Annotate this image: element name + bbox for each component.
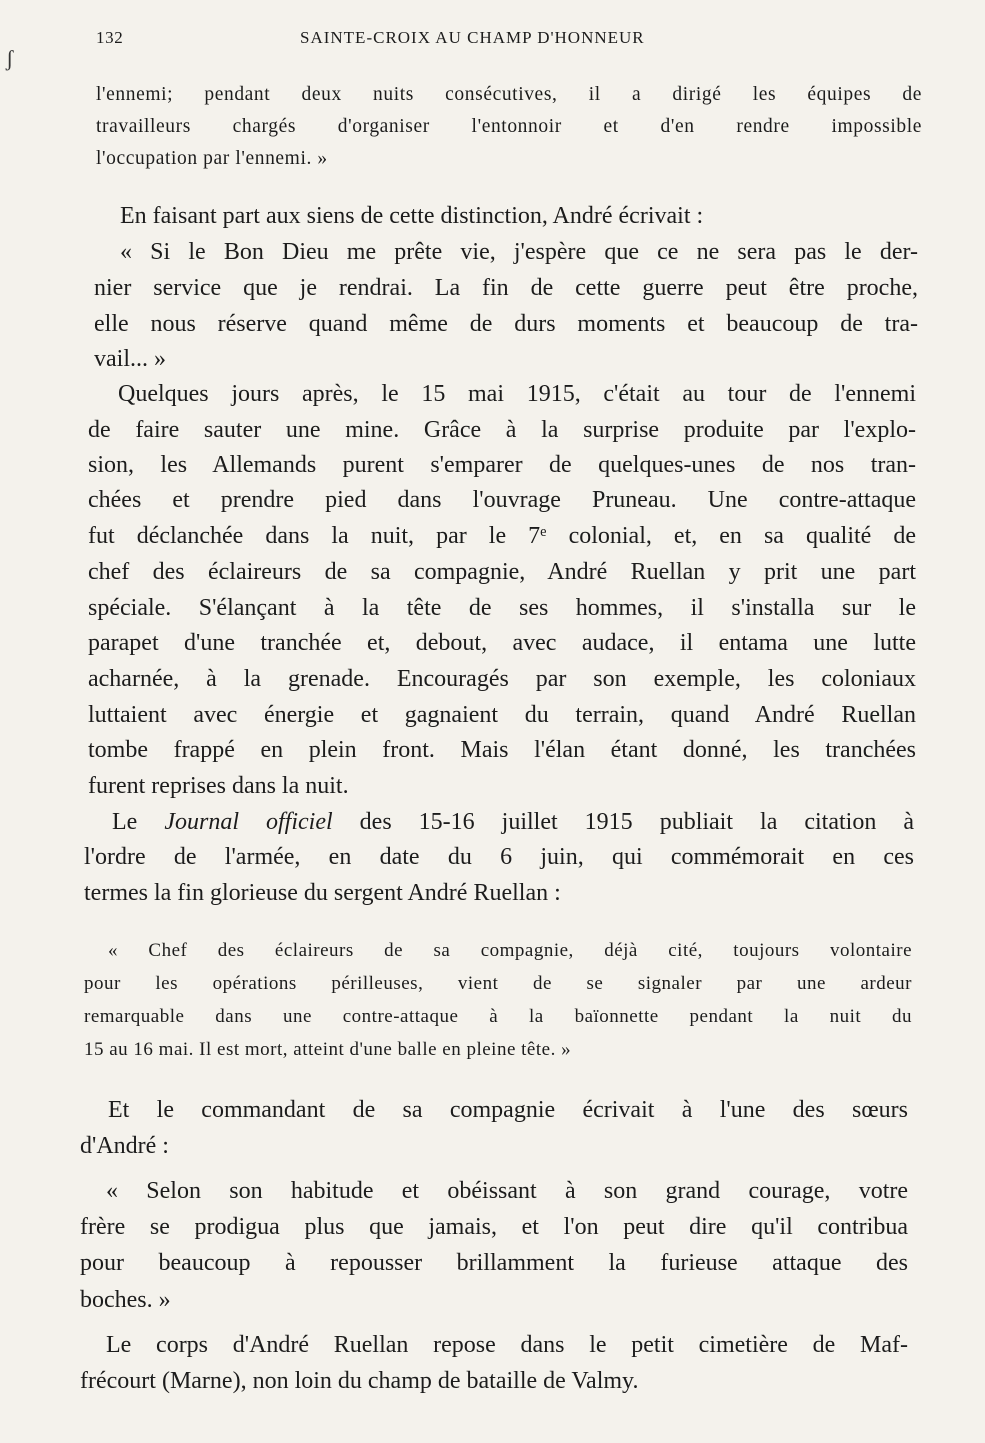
text-line: « Si le Bon Dieu me prête vie, j'espère que ce ne sera pas le der- — [120, 239, 918, 265]
text-span: colonial, et, en sa qualité de — [546, 523, 917, 549]
running-header — [96, 28, 916, 54]
journal-title: Journal officiel — [164, 809, 333, 835]
text-line: « Selon son habitude et obéissant à son grand courage, votre — [106, 1178, 908, 1204]
regiment-number: 7 — [528, 523, 541, 549]
margin-pencil-mark: ʃ — [6, 46, 14, 71]
text-span: Le — [112, 809, 165, 835]
text-line: furent reprises dans la nuit. — [88, 773, 349, 799]
text-line: Le corps d'André Ruellan repose dans le petit cimetière de Maf- — [106, 1332, 908, 1358]
text-line: l'ennemi; pendant deux nuits consécutives, il a dirigé les équipes de — [96, 84, 922, 105]
text-line: frécourt (Marne), non loin du champ de bataille de Valmy. — [80, 1368, 639, 1394]
text-line: pour beaucoup à repousser brillamment la furieuse attaque des — [80, 1250, 908, 1276]
text-line: travailleurs chargés d'organiser l'entonnoir et d'en rendre impossible — [96, 116, 922, 137]
citation-line: « Chef des éclaireurs de sa compagnie, déjà cité, toujours volontaire — [108, 940, 912, 961]
running-title: SAINTE-CROIX AU CHAMP D'HONNEUR — [300, 28, 645, 47]
text-line: acharnée, à la grenade. Encouragés par son exemple, les coloniaux — [88, 666, 916, 692]
text-line: l'occupation par l'ennemi. » — [96, 148, 328, 169]
text-line: elle nous réserve quand même de durs moments et beaucoup de tra- — [94, 311, 918, 337]
text-line: vail... » — [94, 346, 166, 372]
text-line: de faire sauter une mine. Grâce à la surprise produite par l'explo- — [88, 417, 916, 443]
text-line: tombe frappé en plein front. Mais l'élan étant donné, les tranchées — [88, 737, 916, 763]
ordinal-superscript: e — [540, 523, 547, 540]
text-line — [88, 523, 916, 550]
text-span: fut déclanchée dans la nuit, par le — [88, 523, 507, 549]
citation-line: pour les opérations périlleuses, vient de se signaler par une ardeur — [84, 973, 912, 994]
citation-line: 15 au 16 mai. Il est mort, atteint d'une balle en pleine tête. » — [84, 1039, 572, 1060]
citation-line: remarquable dans une contre-attaque à la baïonnette pendant la nuit du — [84, 1006, 912, 1027]
text-line: frère se prodigua plus que jamais, et l'on peut dire qu'il contribua — [80, 1214, 908, 1240]
text-line: Et le commandant de sa compagnie écrivait à l'une des sœurs — [108, 1097, 908, 1123]
text-span: des 15-16 juillet 1915 publiait la citation à — [332, 809, 915, 835]
text-line: chées et prendre pied dans l'ouvrage Pruneau. Une contre-attaque — [88, 487, 916, 513]
text-line: chef des éclaireurs de sa compagnie, André Ruellan y prit une part — [88, 559, 916, 585]
page-number: 132 — [96, 28, 124, 47]
text-line: parapet d'une tranchée et, debout, avec audace, il entama une lutte — [88, 630, 916, 656]
text-line: termes la fin glorieuse du sergent André Ruellan : — [84, 880, 561, 906]
text-line: boches. » — [80, 1287, 171, 1313]
text-line — [112, 809, 914, 836]
text-line: luttaient avec énergie et gagnaient du terrain, quand André Ruellan — [88, 702, 916, 728]
text-line: nier service que je rendrai. La fin de cette guerre peut être proche, — [94, 275, 918, 301]
text-line: Quelques jours après, le 15 mai 1915, c'était au tour de l'ennemi — [118, 381, 916, 407]
text-line: sion, les Allemands purent s'emparer de quelques-unes de nos tran- — [88, 452, 916, 478]
text-line: d'André : — [80, 1133, 169, 1159]
text-line: spéciale. S'élançant à la tête de ses hommes, il s'installa sur le — [88, 595, 916, 621]
text-line: l'ordre de l'armée, en date du 6 juin, qui commémorait en ces — [84, 844, 914, 870]
text-line: En faisant part aux siens de cette distinction, André écrivait : — [120, 203, 704, 229]
